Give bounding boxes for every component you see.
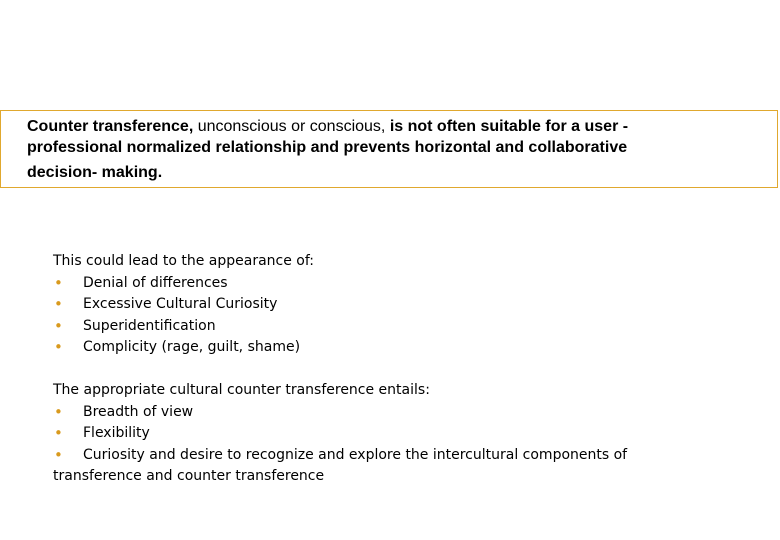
list-item-text: Complicity (rage, guilt, shame) [83, 339, 301, 356]
bullet-icon: • [54, 273, 63, 292]
callout-statement: is not often suitable for a user - professional normalized relationship and prevents horizontal and collaborative [27, 118, 629, 156]
section-entails [53, 380, 693, 488]
bullet-icon: • [54, 295, 63, 314]
list-item [53, 316, 693, 338]
list-item [53, 294, 693, 316]
bullet-icon: • [54, 402, 63, 421]
callout-box [0, 110, 778, 188]
list-item-text: Curiosity and desire to recognize and explore the intercultural components of transference and counter transference [53, 446, 628, 485]
bullet-icon: • [54, 338, 63, 357]
list-item-text: Flexibility [83, 425, 150, 442]
callout-text [27, 116, 727, 183]
bullet-list [53, 402, 693, 488]
list-item-text: Superidentification [83, 317, 216, 334]
section-appearance [53, 251, 693, 359]
callout-term: Counter transference, [27, 118, 194, 135]
list-item [53, 423, 693, 445]
list-item [53, 445, 693, 488]
section-heading: This could lead to the appearance of: [53, 253, 314, 269]
list-item [53, 402, 693, 424]
list-item-text: Denial of differences [83, 274, 228, 291]
section-heading: The appropriate cultural counter transference entails: [53, 382, 430, 398]
bullet-icon: • [54, 445, 63, 464]
callout-qualifier: unconscious or conscious, [193, 118, 386, 135]
list-item-text: Excessive Cultural Curiosity [83, 296, 278, 313]
bullet-icon: • [54, 424, 63, 443]
callout-statement-end: decision- making. [27, 164, 163, 181]
bullet-list [53, 273, 693, 359]
list-item [53, 273, 693, 295]
list-item [53, 337, 693, 359]
list-item-text: Breadth of view [83, 403, 194, 420]
bullet-icon: • [54, 316, 63, 335]
